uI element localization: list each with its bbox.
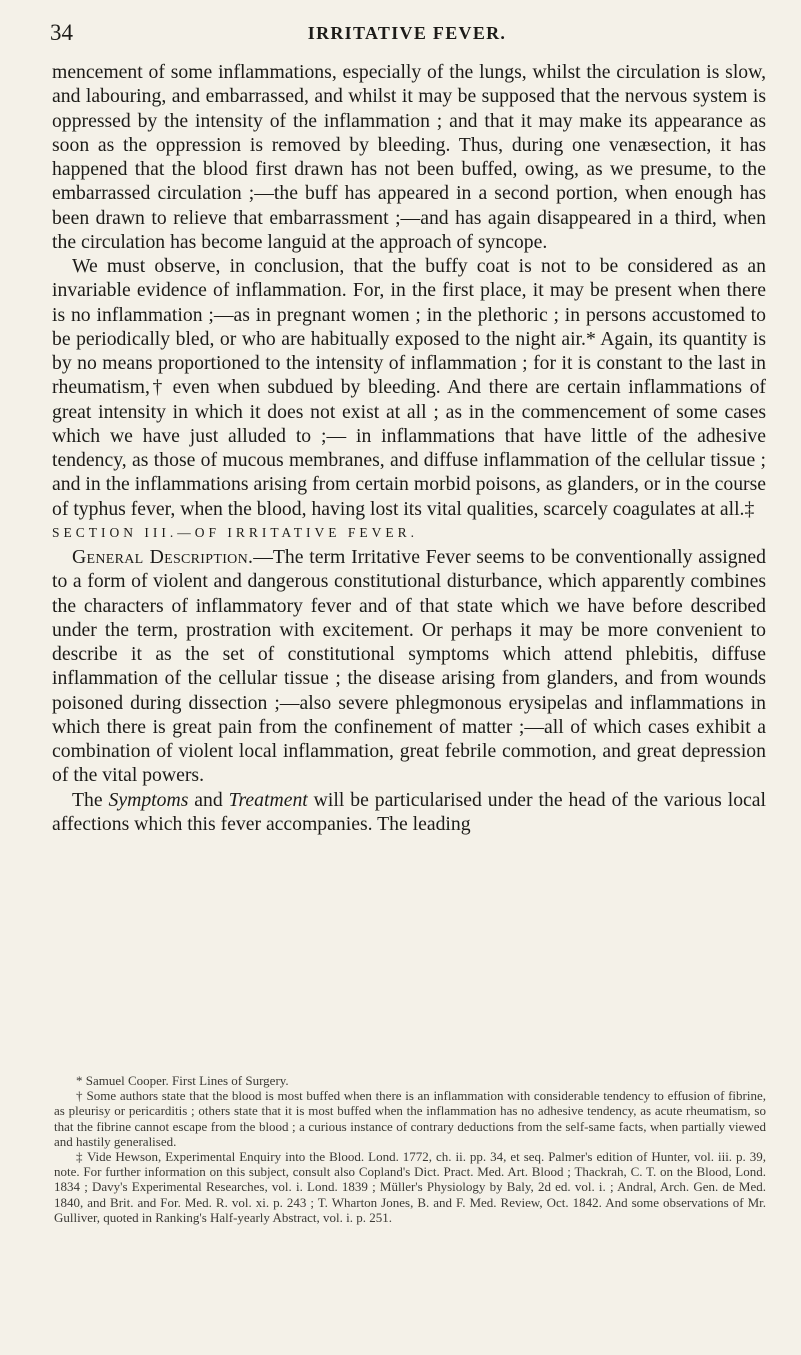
section-heading: SECTION III.—OF IRRITATIVE FEVER. (52, 524, 419, 540)
paragraph-text: —The term Irritative Fever seems to be conventionally assigned to a form of violent and dangerous constitutional disturbance, which apparently combines the characters of inflammatory fever and of that state which we have before described under the term, prostration with excitement. Or perhaps it may be more convenient to describe it as the set of constitutional symptoms which attend phlebitis, diffuse inflammation of the cellular tissue ; the disease arising from glanders, and from wounds poisoned during dissection ;—also severe phlegmonous erysipelas and inflammations in which there is great pain from the confinement of matter ;—all of which cases exhibit a combination of violent local inflammation, great febrile commotion, and great depression of the vital powers. (52, 546, 766, 787)
text-run: will be particularised under the head of the various local affections which this fever accompanies. The leading (52, 788, 766, 835)
running-title: IRRITATIVE FEVER. (307, 23, 507, 43)
paragraph-continuation: mencement of some inflammations, especially of the lungs, whilst the circulation is slow, and labouring, and embarrassed, and whilst it may be supposed that the nervous system is oppressed by the intensity of the inflammation ; and that it may make its appearance as soon as the oppression is removed by bleeding. Thus, during one venæsection, it has happened that the blood first drawn has not been buffed, owing, as we presume, to the embarrassed circulation ;—the buff has appeared in a second portion, when enough has been drawn to relieve that embarrassment ;—and has again disappeared in a third, when the circulation has become languid at the approach of syncope. (52, 61, 766, 253)
footnotes (54, 1073, 766, 1225)
paragraph-general-description (52, 545, 766, 788)
footnote: † Some authors state that the blood is most buffed when there is an inflammation with considerable tendency to effusion of fibrine, as pleurisy or pericarditis ; others state that it is most buffed when the inflammation has no adhesive tendency, as acute rheumatism, so that the fibrine cannot escape from the blood ; a curious instance of contrary deductions from the self-same facts, when partially viewed and hastily generalised. (54, 1088, 766, 1149)
page-number: 34 (50, 20, 73, 45)
main-text (52, 60, 766, 836)
footnote: ‡ Vide Hewson, Experimental Enquiry into the Blood. Lond. 1772, ch. ii. pp. 34, et seq. Palmer's edition of Hunter, vol. iii. p. 39, note. For further information on this subject, consult also Copland's Dict. Pract. Med. Art. Blood ; Thackrah, C. T. on the Blood, Lond. 1834 ; Davy's Experimental Researches, vol. i. Lond. 1839 ; Müller's Physiology by Baly, 2d ed. vol. i. ; Andral, Arch. Gen. de Med. 1840, and Brit. and For. Med. R. vol. xi. p. 243 ; T. Wharton Jones, B. and F. Med. Review, Oct. 1842. And some observations of Mr. Gulliver, quoted in Ranking's Half-yearly Abstract, vol. i. p. 251. (54, 1149, 766, 1225)
text-run: and (188, 788, 229, 811)
italic-treatment: Treatment (228, 788, 308, 811)
paragraph-lead: General Description. (72, 546, 254, 568)
footnote: * Samuel Cooper. First Lines of Surgery. (76, 1073, 289, 1088)
text-run: The (72, 788, 109, 811)
running-header (50, 20, 764, 48)
paragraph-symptoms (52, 788, 766, 837)
paragraph-buffy-coat: We must observe, in conclusion, that the buffy coat is not to be considered as an invariable evidence of inflammation. For, in the first place, it may be present when there is no inflammation ;—as in pregnant women ; in the plethoric ; in persons accustomed to be periodically bled, or who are habitually exposed to the night air.* Again, its quantity is by no means proportioned to the intensity of inflammation ; for it is constant to the last in rheumatism,† even when subdued by bleeding. And there are certain inflammations of great intensity in which it does not exist at all ; as in the commencement of some cases which we have just alluded to ;— in inflammations that have little of the adhesive tendency, as those of mucous membranes, and diffuse inflammation of the cellular tissue ; and in the inflammations arising from certain morbid poisons, as glanders, or in the course of typhus fever, when the blood, having lost its vital qualities, scarcely coagulates at all.‡ (52, 255, 766, 520)
italic-symptoms: Symptoms (108, 788, 189, 811)
